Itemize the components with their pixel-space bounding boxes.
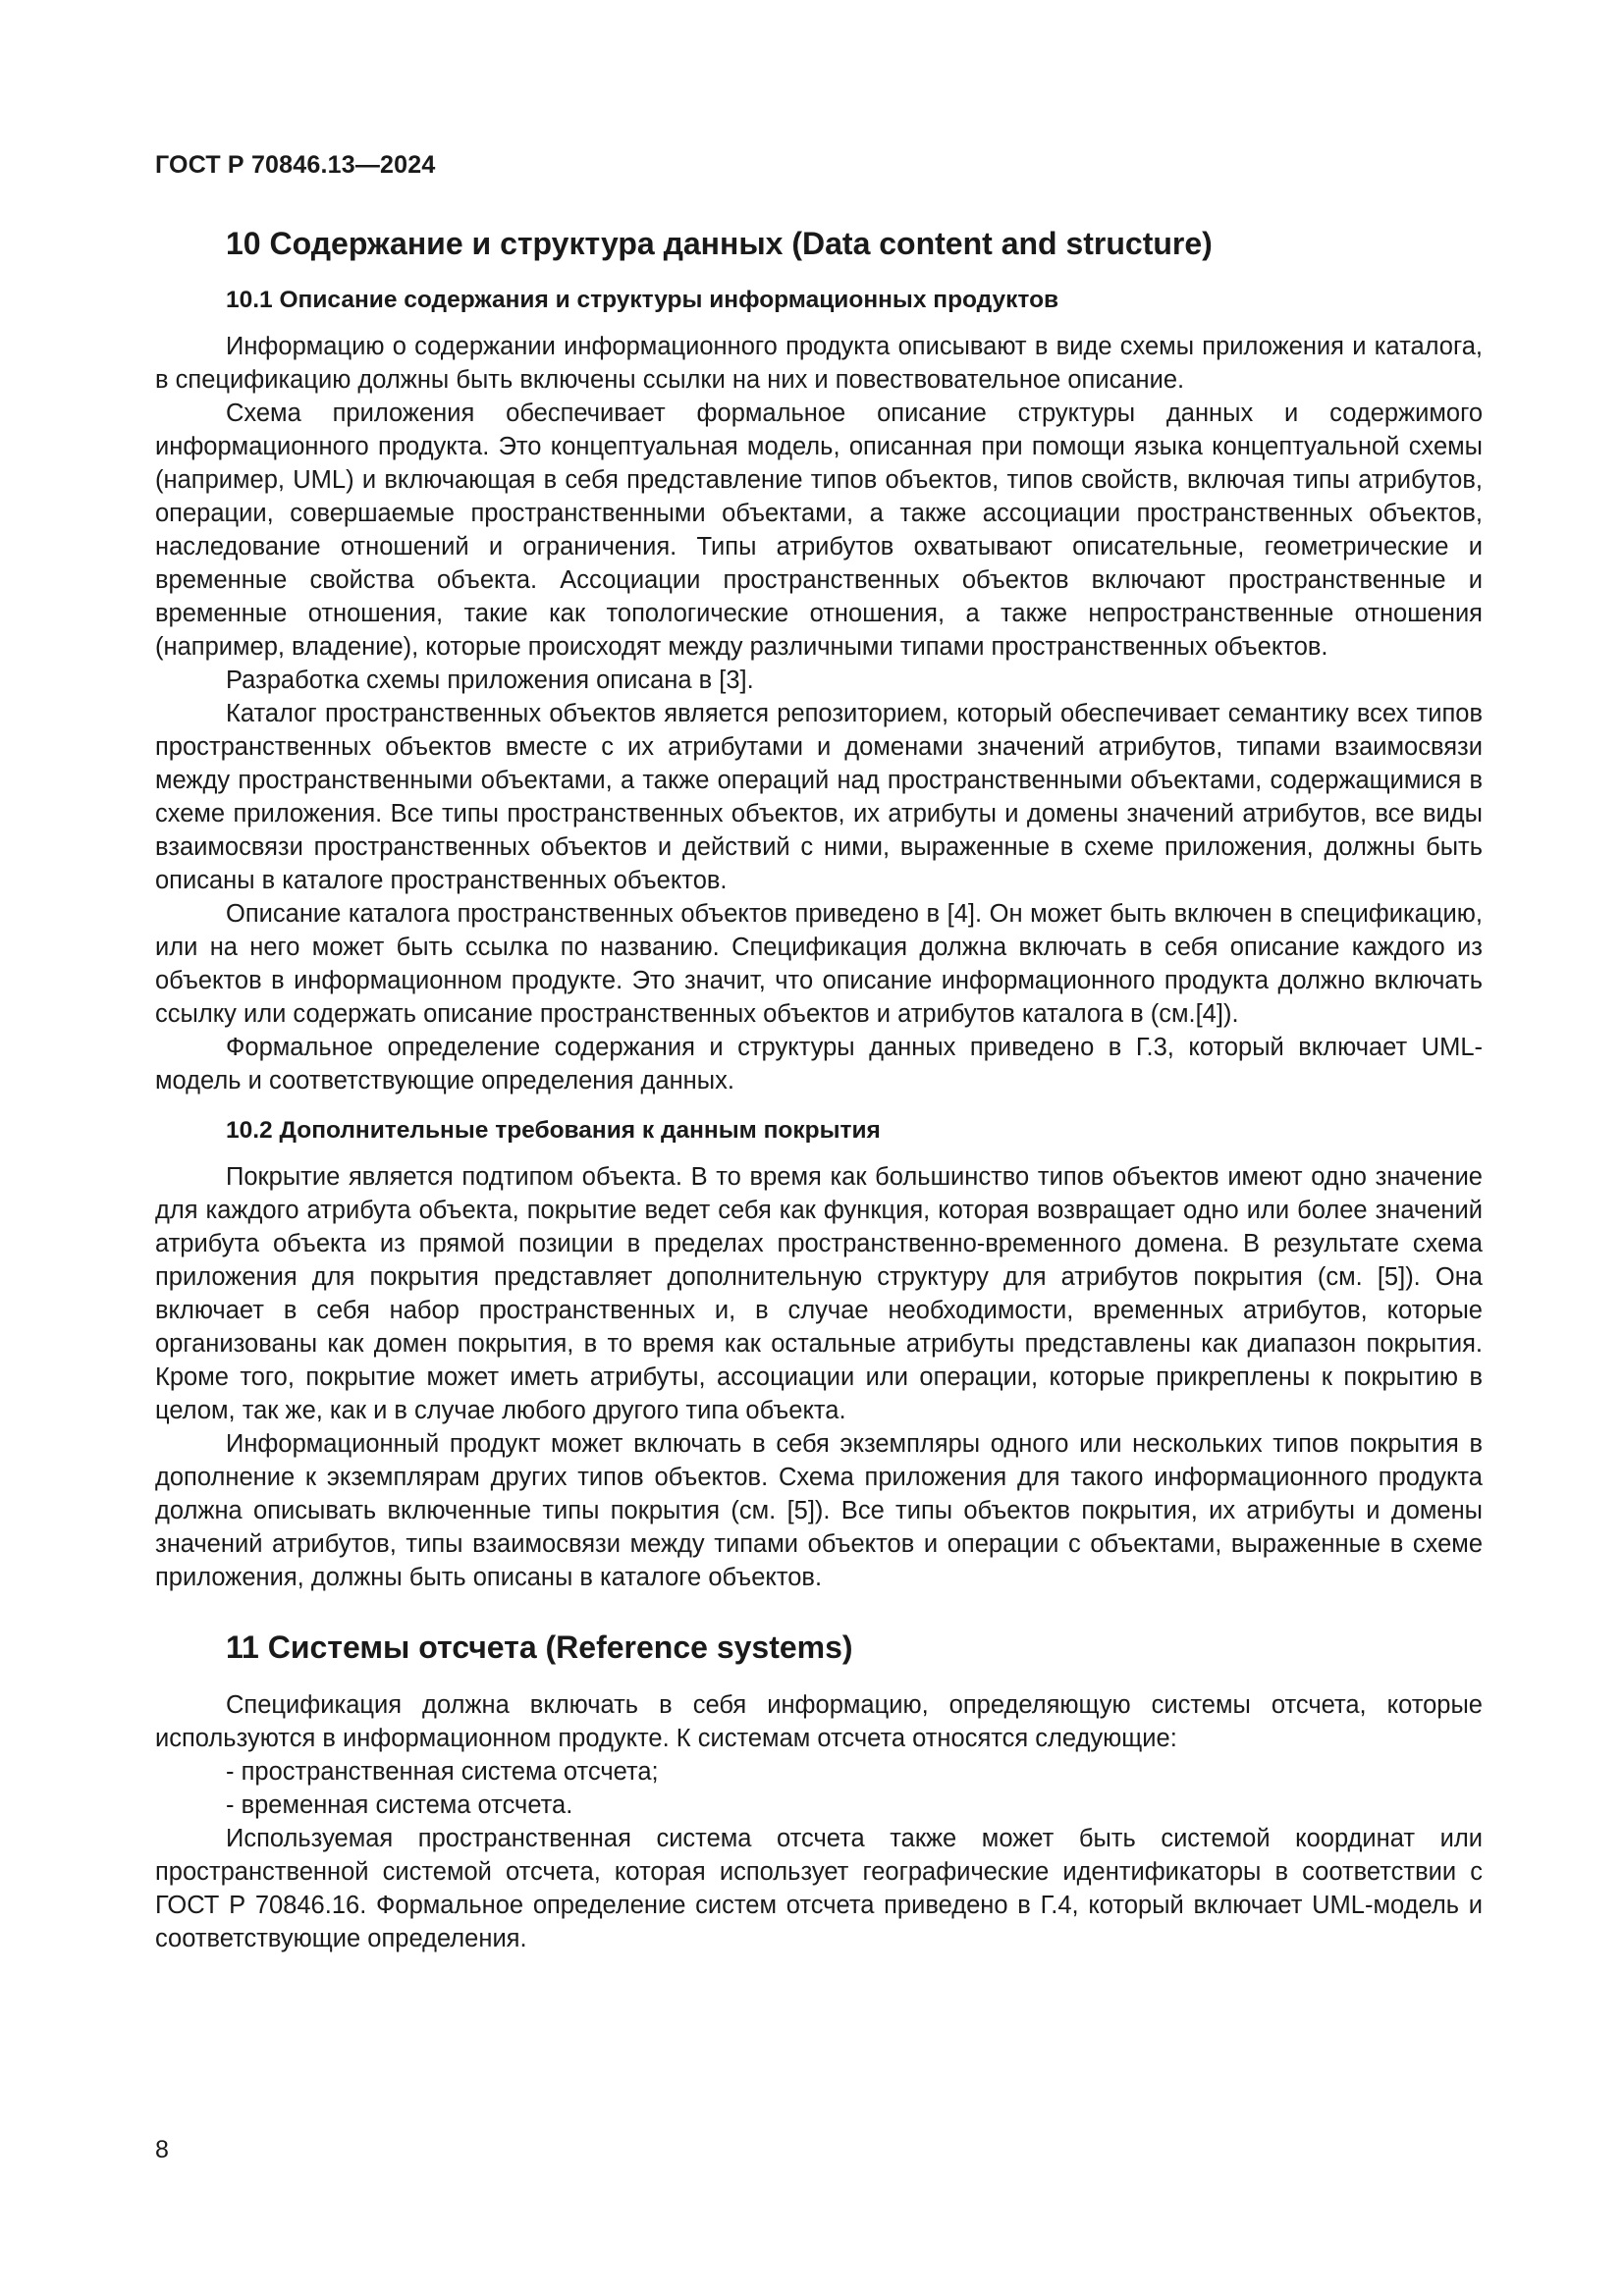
- paragraph: Используемая пространственная система отсчета также может быть системой координат или пространственной системой отсчета, которая использует географические идентификаторы в соответствии с ГОСТ Р 70846.16. Формальное определение систем отсчета приведено в Г.4, который включает UML-модель и соответствующие определения.: [155, 1824, 1483, 1952]
- paragraph: Каталог пространственных объектов является репозиторием, который обеспечивает семантику всех типов пространственных объектов вместе с их атрибутами и доменами значений атрибутов, типами взаимосвязи между пространственными объектами, а также операций над пространственными объектами, содержащимися в схеме приложения. Все типы пространственных объектов, их атрибуты и домены значений атрибутов, все виды взаимосвязи пространственных объектов и действий с ними, выраженные в схеме приложения, должны быть описаны в каталоге пространственных объектов.: [155, 699, 1483, 894]
- list-item: - временная система отсчета.: [226, 1790, 573, 1819]
- paragraph: Информацию о содержании информационного продукта описывают в виде схемы приложения и каталога, в спецификацию должны быть включены ссылки на них и повествовательное описание.: [155, 332, 1483, 394]
- paragraph: Спецификация должна включать в себя информацию, определяющую системы отсчета, которые используются в информационном продукте. К системам отсчета относятся следующие:: [155, 1690, 1483, 1752]
- spacer: [155, 1594, 1483, 1628]
- paragraph: Формальное определение содержания и структуры данных приведено в Г.3, который включает UML-модель и соответствующие определения данных.: [155, 1033, 1483, 1095]
- list-item: - пространственная система отсчета;: [226, 1757, 659, 1786]
- paragraph: Информационный продукт может включать в себя экземпляры одного или нескольких типов покрытия в дополнение к экземплярам других типов объектов. Схема приложения для такого информационного продукта должна описывать включенные типы покрытия (см. [5]). Все типы объектов покрытия, их атрибуты и домены значений атрибутов, типы взаимосвязи между типами объектов и операции с объектами, выраженные в схеме приложения, должны быть описаны в каталоге объектов.: [155, 1429, 1483, 1591]
- paragraph: Покрытие является подтипом объекта. В то время как большинство типов объектов имеют одно значение для каждого атрибута объекта, покрытие ведет себя как функция, которая возвращает одно или более значений атрибута объекта из прямой позиции в пределах пространственно-временного домена. В результате схема приложения для покрытия представляет дополнительную структуру для атрибутов покрытия (см. [5]). Она включает в себя набор пространственных и, в случае необходимости, временных атрибутов, которые организованы как домен покрытия, в то время как остальные атрибуты представлены как диапазон покрытия. Кроме того, покрытие может иметь атрибуты, ассоциации или операции, которые прикреплены к покрытию в целом, так же, как и в случае любого другого типа объекта.: [155, 1162, 1483, 1424]
- page-number: 8: [155, 2136, 169, 2163]
- paragraph: Схема приложения обеспечивает формальное описание структуры данных и содержимого информационного продукта. Это концептуальная модель, описанная при помощи языка концептуальной схемы (например, UML) и включающая в себя представление типов объектов, типов свойств, включая типы атрибутов, операции, совершаемые пространственными объектами, а также ассоциации пространственных объектов, наследование отношений и ограничения. Типы атрибутов охватывают описательные, геометрические и временные свойства объекта. Ассоциации пространственных объектов включают пространственные и временные отношения, такие как топологические отношения, а также непространственные отношения (например, владение), которые происходят между различными типами пространственных объектов.: [155, 399, 1483, 661]
- paragraph: Разработка схемы приложения описана в [3].: [226, 666, 754, 694]
- paragraph: Описание каталога пространственных объектов приведено в [4]. Он может быть включен в спецификацию, или на него может быть ссылка по названию. Спецификация должна включать в себя описание каждого из объектов в информационном продукте. Это значит, что описание информационного продукта должно включать ссылку или содержать описание пространственных объектов и атрибутов каталога в (см.[4]).: [155, 899, 1483, 1028]
- spacer: [155, 1097, 1483, 1115]
- section-10-1-title: 10.1 Описание содержания и структуры информационных продуктов: [226, 287, 1059, 313]
- section-10-2-title: 10.2 Дополнительные требования к данным покрытия: [226, 1116, 881, 1144]
- section-11-title: 11 Системы отсчета (Reference systems): [226, 1629, 853, 1665]
- section-10-title: 10 Содержание и структура данных (Data content and structure): [226, 226, 1213, 261]
- page-content: [155, 224, 1483, 1955]
- document-id-header: ГОСТ Р 70846.13—2024: [155, 151, 436, 179]
